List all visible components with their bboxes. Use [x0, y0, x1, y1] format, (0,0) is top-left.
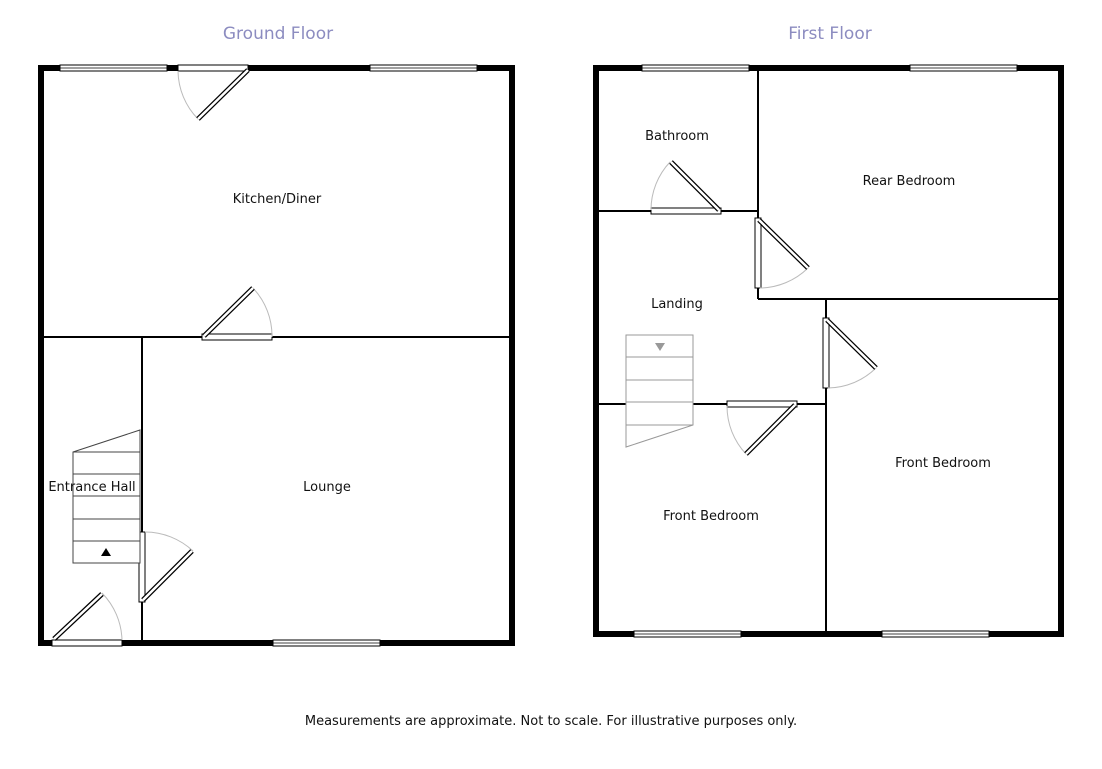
room-label-front-bedroom-1: Front Bedroom [663, 509, 759, 524]
room-label-landing: Landing [651, 297, 703, 312]
bathroom-door [651, 162, 721, 214]
kitchen-back-door [178, 65, 248, 119]
room-label-kitchen-diner: Kitchen/Diner [232, 192, 322, 207]
kitchen-lounge-door [202, 288, 272, 340]
ground-stairs [73, 430, 140, 563]
room-label-bathroom: Bathroom [645, 129, 709, 144]
first-window-front-bedroom-1 [634, 631, 741, 637]
first-floor-title: First Floor [788, 24, 872, 44]
front-entrance-door [52, 593, 122, 646]
rear-bedroom-door [755, 218, 808, 288]
first-window-bathroom [642, 65, 749, 71]
ground-floor-title: Ground Floor [222, 24, 334, 44]
first-floor-stairs [626, 335, 693, 447]
ground-window-top-right [370, 65, 477, 71]
room-label-entrance-hall: Entrance Hall [48, 480, 136, 495]
hall-lounge-door [139, 532, 193, 602]
ground-floor-plan [41, 65, 512, 646]
first-window-rear-bedroom [910, 65, 1017, 71]
room-label-lounge: Lounge [303, 480, 351, 495]
disclaimer-footer: Measurements are approximate. Not to scale. For illustrative purposes only. [304, 714, 798, 729]
room-label-front-bedroom-2: Front Bedroom [895, 456, 991, 471]
front-bedroom-1-door [727, 401, 797, 454]
first-window-front-bedroom-2 [882, 631, 989, 637]
ground-window-bottom [273, 640, 380, 646]
first-floor-plan [596, 65, 1061, 637]
ground-window-top-left [60, 65, 167, 71]
room-label-rear-bedroom: Rear Bedroom [862, 174, 956, 189]
front-bedroom-2-door [823, 318, 876, 388]
